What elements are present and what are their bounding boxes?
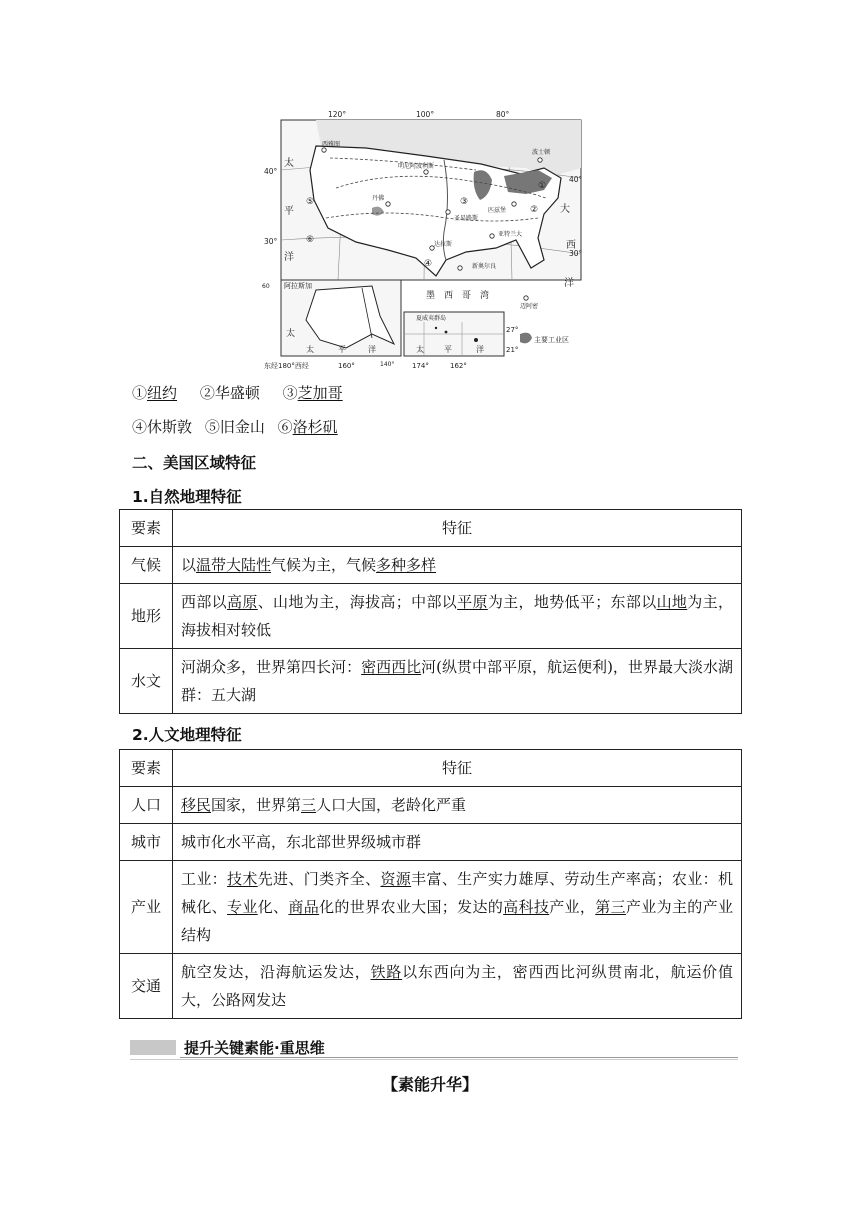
table-row [120,824,742,861]
usa-map [262,108,586,372]
row-value: 工业：技术先进、门类齐全、资源丰富、生产实力雄厚、劳动生产率高；农业：机械化、专业化、商品化的世界农业大国；发达的高科技产业，第三产业为主的产业结构 [173,861,742,954]
city-item: ①纽约 [132,384,178,402]
row-value: 河湖众多，世界第四长河：密西西比河(纵贯中部平原，航运便利)，世界最大淡水湖群：五大湖 [173,649,742,714]
pacific-3: 洋 [284,252,294,263]
natural-table [119,509,742,714]
city-item: ②华盛顿 [199,384,260,402]
row-key: 城市 [120,824,173,861]
gulf-label: 墨 西 哥 湾 [426,291,490,301]
legend-swatch [520,333,532,344]
natural-heading: 1.自然地理特征 [132,488,242,506]
alaska-ocean: 太 [286,329,296,339]
table-row [120,954,742,1019]
row-value: 航空发达，沿海航运发达，铁路以东西向为主，密西西比河纵贯南北，航运价值大，公路网发达 [173,954,742,1019]
table-row [120,584,742,649]
atlantic-1: 大 [560,204,570,215]
col-key: 要素 [120,510,173,547]
marker-1: ① [538,181,547,191]
table-row [120,787,742,824]
hawaii-lat-27: 27° [506,326,519,334]
human-heading: 2.人文地理特征 [132,726,242,744]
usa-map-svg [262,108,586,372]
marker-5: ⑤ [306,197,315,207]
lon-120: 120° [328,110,347,119]
table-header-row [120,750,742,787]
bottom-lon-140: 140° [380,361,395,368]
city-seattle: 西雅图 [322,141,341,148]
city-pittsburgh: 匹兹堡 [488,207,507,214]
row-value: 城市化水平高，东北部世界级城市群 [173,824,742,861]
table-header-row [120,510,742,547]
marker-2: ② [530,205,539,215]
lat-40-right: 40° [569,175,583,184]
city-miami: 迈阿密 [520,303,539,310]
city-neworleans: 新奥尔良 [472,263,497,270]
table-row [120,649,742,714]
hawaii-ocean-3: 洋 [476,345,484,354]
legend-label: 主要工业区 [534,336,569,344]
band-rule [180,1057,738,1058]
row-key: 气候 [120,547,173,584]
pacific-2: 平 [284,206,294,217]
city-stlouis: 圣易路斯 [454,215,479,222]
marker-3: ③ [460,197,469,207]
band-title: 提升关键素能·重思维 [184,1039,325,1057]
col-val: 特征 [173,510,742,547]
hawaii-label: 夏威夷群岛 [416,315,447,322]
alaska-ocean-1: 太 [306,345,314,354]
band-rule-2 [130,1059,738,1060]
alaska-label: 阿拉斯加 [284,282,312,290]
alaska-lat: 60 [262,283,270,290]
city-denver: 丹佛 [372,195,385,202]
section-band [130,1037,738,1059]
bottom-lon-180: 东经180°西经 [264,362,309,370]
table-row [120,861,742,954]
city-minneapolis: 明尼阿波利斯 [398,163,435,170]
row-key: 交通 [120,954,173,1019]
alaska-ocean-2: 平 [338,345,346,354]
marker-4: ④ [424,259,433,269]
pacific-1: 太 [284,158,294,169]
city-item: ⑥洛杉矶 [277,418,338,436]
atlantic-3: 洋 [564,278,574,289]
city-item: ④休斯敦 [132,418,193,436]
city-atlanta: 亚特兰大 [498,231,523,238]
city-item: ③芝加哥 [282,384,343,402]
section-title: 二、美国区域特征 [132,454,257,472]
row-value: 移民国家，世界第三人口大国，老龄化严重 [173,787,742,824]
row-key: 地形 [120,584,173,649]
lat-40-left: 40° [264,167,278,176]
row-key: 人口 [120,787,173,824]
city-list-line-2 [132,416,356,437]
lon-100: 100° [416,110,435,119]
bottom-lon-160: 160° [338,362,355,370]
atlantic-2: 西 [566,240,576,251]
city-list-line-1 [132,382,361,403]
bottom-lon-162: 162° [450,362,467,370]
row-value: 以温带大陆性气候为主，气候多种多样 [173,547,742,584]
table-row [120,547,742,584]
lat-30-left: 30° [264,237,278,246]
city-item: ⑤旧金山 [204,418,265,436]
lon-80: 80° [496,110,510,119]
footer-title: 【素能升华】 [381,1075,478,1094]
col-key: 要素 [120,750,173,787]
col-val: 特征 [173,750,742,787]
hawaii-ocean-1: 太 [416,345,424,354]
lat-30-right: 30° [569,249,583,258]
hawaii-lat-21: 21° [506,346,519,354]
row-key: 水文 [120,649,173,714]
alaska-ocean-3: 洋 [368,345,376,354]
city-dallas: 达拉斯 [434,241,453,248]
city-boston: 波士顿 [532,149,551,156]
band-grey-block [130,1040,176,1055]
marker-6: ⑥ [306,235,315,245]
bottom-lon-174: 174° [412,362,429,370]
hawaii-ocean-2: 平 [444,345,452,354]
row-value: 西部以高原、山地为主，海拔高；中部以平原为主，地势低平；东部以山地为主，海拔相对较低 [173,584,742,649]
row-key: 产业 [120,861,173,954]
human-table [119,749,742,1019]
